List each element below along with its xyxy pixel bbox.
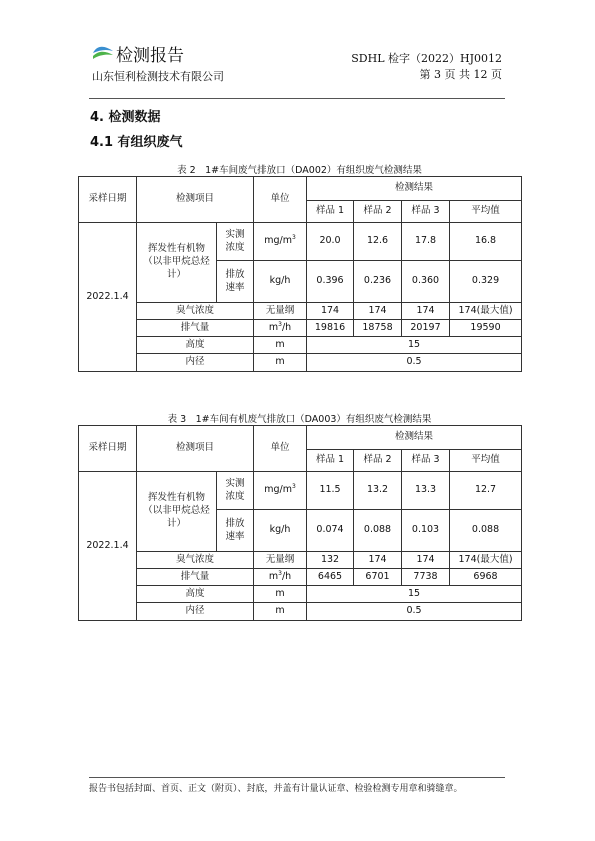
odor-average: 174(最大值) (450, 552, 522, 569)
conc-sample-1: 11.5 (307, 472, 354, 510)
rate-unit: kg/h (254, 510, 307, 552)
flow-sample-3: 20197 (402, 320, 450, 337)
odor-sample-3: 174 (402, 303, 450, 320)
odor-label: 臭气浓度 (137, 552, 254, 569)
header-item: 检测项目 (137, 426, 254, 472)
table-caption: 表 2 1#车间废气排放口（DA002）有组织废气检测结果 (177, 165, 422, 176)
section-title: 4. 检测数据 (90, 110, 161, 125)
conc-unit: $mg/m^3$ (254, 472, 307, 510)
flow-sample-2: 18758 (354, 320, 402, 337)
sampling-date: 2022.1.4 (79, 223, 137, 372)
flow-sample-1: 6465 (307, 569, 354, 586)
header-average: 平均值 (450, 201, 522, 223)
company-logo-icon (92, 41, 114, 63)
rate-sample-1: 0.074 (307, 510, 354, 552)
conc-sample-3: 17.8 (402, 223, 450, 261)
conc-label: 实测浓度 (217, 223, 254, 261)
conc-average: 12.7 (450, 472, 522, 510)
flow-average: 6968 (450, 569, 522, 586)
height-label: 高度 (137, 586, 254, 603)
rate-label: 排放速率 (217, 510, 254, 552)
rate-sample-2: 0.088 (354, 510, 402, 552)
rate-sample-1: 0.396 (307, 261, 354, 303)
conc-sample-2: 12.6 (354, 223, 402, 261)
header-sample-2: 样品 2 (354, 450, 402, 472)
conc-sample-1: 20.0 (307, 223, 354, 261)
conc-average: 16.8 (450, 223, 522, 261)
header-unit: 单位 (254, 426, 307, 472)
subsection-title: 4.1 有组织废气 (90, 135, 183, 150)
odor-sample-3: 174 (402, 552, 450, 569)
flow-unit: $m^3/h$ (254, 569, 307, 586)
odor-sample-1: 174 (307, 303, 354, 320)
header-sample-3: 样品 3 (402, 201, 450, 223)
conc-unit: $mg/m^3$ (254, 223, 307, 261)
odor-unit: 无量纲 (254, 552, 307, 569)
rate-label: 排放速率 (217, 261, 254, 303)
header-average: 平均值 (450, 450, 522, 472)
odor-average: 174(最大值) (450, 303, 522, 320)
rate-sample-3: 0.103 (402, 510, 450, 552)
header-sample-1: 样品 1 (307, 450, 354, 472)
company-name: 山东恒利检测技术有限公司 (92, 70, 224, 83)
header-date: 采样日期 (79, 426, 137, 472)
header-unit: 单位 (254, 177, 307, 223)
sampling-date: 2022.1.4 (79, 472, 137, 621)
logo-text: 检测报告 (116, 46, 184, 66)
height-value: 15 (307, 586, 522, 603)
height-value: 15 (307, 337, 522, 354)
flow-label: 排气量 (137, 320, 254, 337)
diameter-value: 0.5 (307, 354, 522, 372)
odor-sample-1: 132 (307, 552, 354, 569)
footer-note: 报告书包括封面、首页、正文（附页）、封底，并盖有计量认证章、检验检测专用章和骑缝章。 (89, 784, 463, 794)
diameter-value: 0.5 (307, 603, 522, 621)
header-item: 检测项目 (137, 177, 254, 223)
header-sample-3: 样品 3 (402, 450, 450, 472)
height-unit: m (254, 586, 307, 603)
flow-sample-2: 6701 (354, 569, 402, 586)
data-table (78, 425, 522, 621)
header-sample-2: 样品 2 (354, 201, 402, 223)
header-divider (89, 98, 505, 99)
vocs-label: 挥发性有机物（以非甲烷总烃计） (137, 223, 217, 303)
diameter-label: 内径 (137, 354, 254, 372)
odor-sample-2: 174 (354, 303, 402, 320)
flow-sample-1: 19816 (307, 320, 354, 337)
flow-label: 排气量 (137, 569, 254, 586)
conc-label: 实测浓度 (217, 472, 254, 510)
header-date: 采样日期 (79, 177, 137, 223)
flow-average: 19590 (450, 320, 522, 337)
vocs-label: 挥发性有机物（以非甲烷总烃计） (137, 472, 217, 552)
conc-sample-3: 13.3 (402, 472, 450, 510)
diameter-unit: m (254, 354, 307, 372)
rate-average: 0.088 (450, 510, 522, 552)
diameter-label: 内径 (137, 603, 254, 621)
table-caption: 表 3 1#车间有机废气排放口（DA003）有组织废气检测结果 (167, 414, 432, 425)
flow-sample-3: 7738 (402, 569, 450, 586)
rate-sample-2: 0.236 (354, 261, 402, 303)
report-number: SDHL 检字（2022）HJ0012 (351, 52, 502, 65)
flow-unit: $m^3/h$ (254, 320, 307, 337)
header-sample-1: 样品 1 (307, 201, 354, 223)
rate-sample-3: 0.360 (402, 261, 450, 303)
odor-label: 臭气浓度 (137, 303, 254, 320)
height-unit: m (254, 337, 307, 354)
page-number: 第 3 页 共 12 页 (419, 68, 502, 81)
rate-unit: kg/h (254, 261, 307, 303)
odor-unit: 无量纲 (254, 303, 307, 320)
header-results: 检测结果 (307, 426, 522, 450)
header-results: 检测结果 (307, 177, 522, 201)
footer-divider (89, 777, 505, 778)
diameter-unit: m (254, 603, 307, 621)
odor-sample-2: 174 (354, 552, 402, 569)
conc-sample-2: 13.2 (354, 472, 402, 510)
height-label: 高度 (137, 337, 254, 354)
rate-average: 0.329 (450, 261, 522, 303)
data-table (78, 176, 522, 372)
